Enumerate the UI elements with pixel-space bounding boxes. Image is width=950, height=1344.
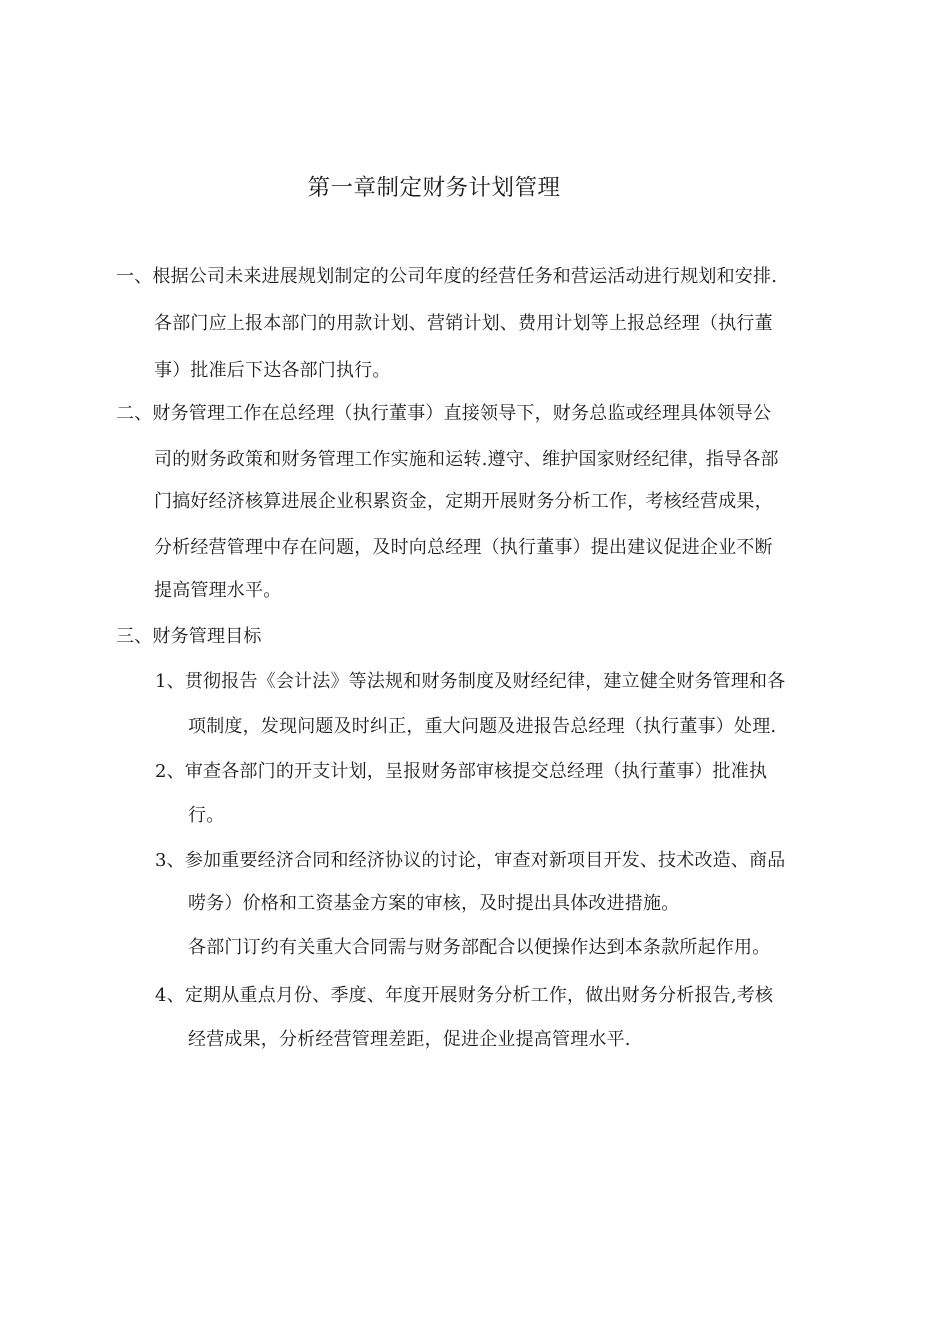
paragraph-line: 各部门应上报本部门的用款计划、营销计划、费用计划等上报总经理（执行董	[154, 313, 773, 334]
paragraph-line: 二、财务管理工作在总经理（执行董事）直接领导下，财务总监或经理具体领导公	[116, 403, 772, 424]
page-title: 第一章制定财务计划管理	[307, 175, 561, 201]
list-item-line: 各部门订约有关重大合同需与财务部配合以便操作达到本条款所起作用。	[188, 937, 771, 958]
list-item-line: 经营成果，分析经营管理差距，促进企业提高管理水平.	[188, 1029, 631, 1050]
list-item-line: 1、贯彻报告《会计法》等法规和财务制度及财经纪律，建立健全财务管理和各	[155, 671, 786, 692]
list-item-line: 项制度，发现问题及时纠正，重大问题及进报告总经理（执行董事）处理.	[188, 716, 777, 737]
paragraph-line: 分析经营管理中存在问题，及时向总经理（执行董事）提出建议促进企业不断	[154, 537, 773, 558]
list-item-line: 唠务）价格和工资基金方案的审核，及时提出具体改进措施。	[188, 893, 680, 914]
section-heading: 三、财务管理目标	[116, 626, 262, 647]
paragraph-line: 事）批准后下达各部门执行。	[154, 360, 391, 381]
paragraph-line: 门搞好经济核算进展企业积累资金，定期开展财务分析工作，考核经营成果，	[154, 491, 773, 512]
list-item-line: 4、定期从重点月份、季度、年度开展财务分析工作，做出财务分析报告,考核	[155, 985, 774, 1006]
paragraph-line: 提高管理水平。	[154, 580, 282, 601]
list-item-line: 2、审查各部门的开支计划，呈报财务部审核提交总经理（执行董事）批准执	[155, 761, 768, 782]
paragraph-line: 司的财务政策和财务管理工作实施和运转.遵守、维护国家财经纪律，指导各部	[154, 449, 779, 470]
list-item-line: 3、参加重要经济合同和经济协议的讨论，审查对新项目开发、技术改造、商品	[155, 850, 786, 871]
list-item-line: 行。	[188, 805, 225, 826]
paragraph-line: 一、根据公司未来进展规划制定的公司年度的经营任务和营运活动进行规划和安排.	[116, 266, 778, 287]
